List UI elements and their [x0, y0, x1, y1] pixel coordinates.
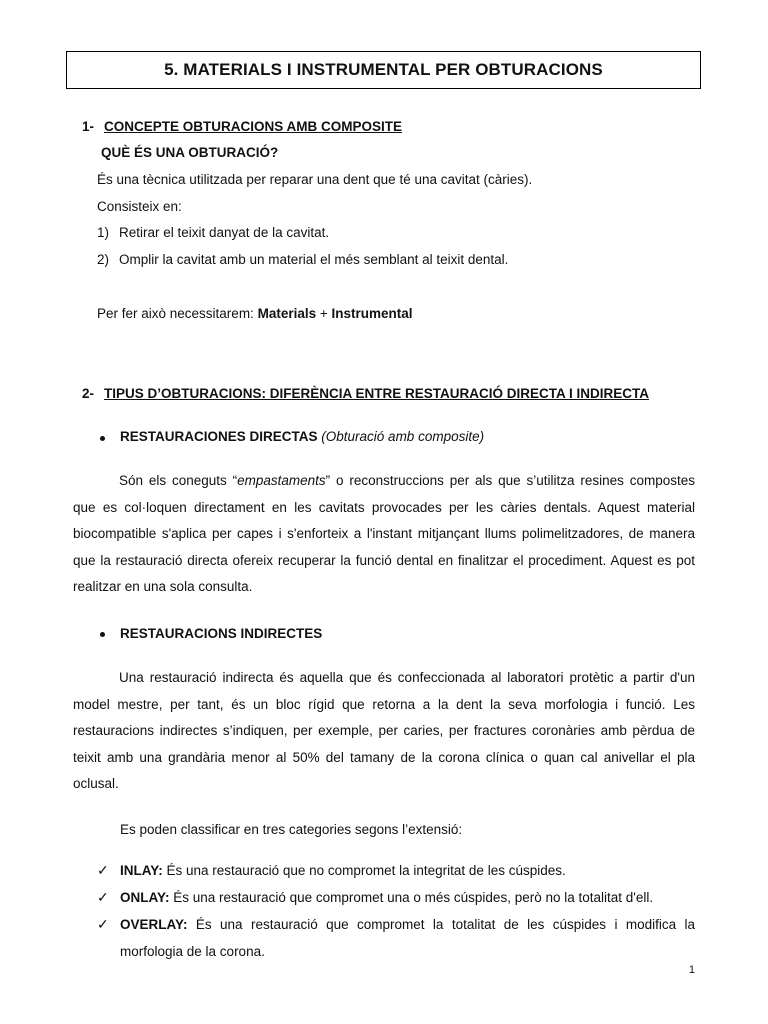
direct-label: RESTAURACIONES DIRECTAS [120, 429, 318, 444]
classify-text: Es poden classificar en tres categories segons l’extensió: [120, 822, 463, 837]
step-number: 2) [97, 252, 110, 267]
checkmark-icon: ✓ [97, 916, 109, 932]
category-term: INLAY: [120, 863, 163, 878]
document-title: 5. MATERIALS I INSTRUMENTAL PER OBTURACIONS [66, 51, 701, 89]
category-term: ONLAY: [120, 890, 170, 905]
step-number: 1) [97, 225, 110, 240]
step-item [97, 252, 508, 267]
direct-paragraph [73, 468, 695, 601]
needs-materials: Materials [257, 306, 317, 321]
indirect-text: Una restauració indirecta és aquella que és confeccionada al laboratori protètic a partir d'un model mestre, per tant, és un bloc rígid que retorna a la dent la seva morfologia i funció. Les restauracions indirectes s’indiquen, per exemple, per caries, per fractures coronàries amb pèrdua de teixit amb una grandària menor al 50% del tamany de la corona clínica o quan cal anivellar el pla oclusal. [73, 670, 695, 792]
step-text: Retirar el teixit danyat de la cavitat. [119, 225, 330, 240]
definition-text: És una tècnica utilitzada per reparar una dent que té una cavitat (càries). [97, 172, 533, 187]
checkmark-icon: ✓ [97, 889, 109, 905]
section-2-label: TIPUS D’OBTURACIONS: DIFERÈNCIA ENTRE RESTAURACIÓ DIRECTA I INDIRECTA [104, 386, 650, 401]
step-item [97, 225, 329, 240]
category-text: És una restauració que compromet una o més cúspides, però no la totalitat d'ell. [169, 890, 654, 905]
page-number: 1 [688, 964, 695, 976]
direct-heading [120, 429, 484, 444]
needs-plus: + [316, 306, 332, 321]
category-text: És una restauració que compromet la totalitat de les cúspides i modifica la morfologia de la corona. [120, 917, 695, 959]
section-1-label: CONCEPTE OBTURACIONS AMB COMPOSITE [104, 119, 403, 134]
needs-instrumental: Instrumental [331, 306, 413, 321]
category-item [120, 858, 695, 885]
indirect-heading: RESTAURACIONS INDIRECTES [120, 626, 323, 641]
category-term: OVERLAY: [120, 917, 188, 932]
bullet-dot-icon [100, 632, 105, 637]
bullet-dot-icon [100, 436, 105, 441]
direct-p2: ” o reconstruccions per als que s’utilitza resines compostes que es col·loquen directament en les cavitats provocades per les càries dentals. Aquest material biocompatible s'aplica per capes i s'enforteix a l'instant mitjançant llums polimelitzadores, de manera que la restauració directa ofereix recuperar la funció dental en finalitzar el procediment. Aquest es pot realitzar en una sola consulta. [73, 473, 695, 595]
direct-note: (Obturació amb composite) [321, 429, 485, 444]
step-text: Omplir la cavitat amb un material el més semblant al teixit dental. [119, 252, 509, 267]
indirect-paragraph [73, 665, 695, 798]
section-1-heading [82, 119, 402, 134]
consists-text: Consisteix en: [97, 199, 182, 214]
question-heading: QUÈ ÉS UNA OBTURACIÓ? [101, 145, 279, 160]
section-2-number: 2- [82, 386, 95, 401]
category-item [120, 885, 695, 912]
section-1-number: 1- [82, 119, 95, 134]
needs-prefix: Per fer això necessitarem: [97, 306, 258, 321]
section-2-heading [82, 386, 649, 401]
checkmark-icon: ✓ [97, 862, 109, 878]
direct-emphasis: empastaments [237, 473, 326, 488]
category-text: És una restauració que no compromet la integritat de les cúspides. [162, 863, 566, 878]
direct-p1: Són els coneguts “ [119, 473, 238, 488]
needs-text [97, 306, 413, 321]
category-item [120, 912, 695, 965]
